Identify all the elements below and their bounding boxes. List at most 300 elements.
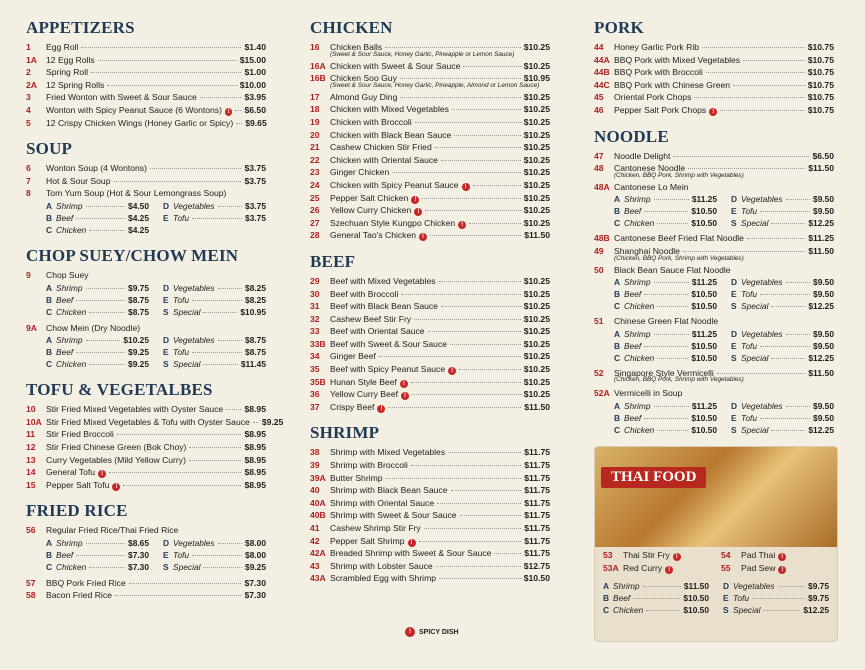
item-description: (Chicken, BBQ Pork, Shrimp with Vegetables) [614, 376, 744, 384]
leader-dots [76, 218, 125, 219]
option-name: Beef [56, 347, 74, 358]
item-price: $11.75 [524, 460, 550, 471]
option-price: $9.50 [813, 328, 834, 339]
leader-dots [192, 300, 242, 301]
chili-icon: ! [673, 553, 681, 561]
option-name: Special [741, 301, 769, 312]
option-letter: B [614, 412, 621, 423]
option-name: Chicken [613, 605, 644, 616]
item-name: Shrimp with Sweet & Sour Sauce [330, 510, 457, 521]
leader-dots [86, 340, 121, 341]
option-name: Vegetables [741, 277, 783, 288]
item-name: Pepper Salt Chicken [330, 192, 409, 203]
section-title: SHRIMP [310, 423, 380, 443]
section-appetizers [26, 18, 266, 129]
item-price: $11.75 [524, 485, 550, 496]
item-number: 36 [310, 389, 320, 400]
option-name: Vegetables [173, 200, 215, 211]
leader-dots [771, 358, 805, 359]
leader-dots [109, 472, 241, 473]
option-price: $8.25 [245, 294, 266, 305]
option-name: Shrimp [56, 200, 83, 211]
option-price: $8.65 [128, 537, 149, 548]
option-letter: D [731, 400, 738, 411]
option-row [731, 217, 834, 229]
item-number: 45 [594, 92, 604, 103]
menu-item [310, 166, 550, 179]
item-name: Cashew Shrimp Stir Fry [330, 523, 421, 533]
chili-icon: ! [665, 566, 673, 574]
leader-dots [436, 566, 521, 567]
column-middle [310, 18, 550, 595]
option-letter: S [731, 424, 737, 435]
item-name: Stir Fried Chinese Green (Bok Choy) [46, 441, 187, 452]
item-price: $10.25 [523, 167, 550, 178]
thai-item [721, 549, 829, 562]
item-price: $3.75 [244, 175, 266, 186]
leader-dots [150, 168, 242, 169]
menu-item [310, 484, 550, 497]
menu-item [26, 441, 266, 454]
option-price: $9.50 [813, 340, 834, 351]
item-number: 14 [26, 467, 36, 478]
item-number: 10 [26, 404, 36, 415]
item-price: $10.25 [523, 313, 550, 324]
option-price: $11.25 [691, 328, 717, 339]
leader-dots [771, 223, 805, 224]
item-number: 38 [310, 447, 320, 458]
item-number: 55 [721, 562, 731, 573]
thai-item [721, 562, 829, 575]
option-row [614, 217, 717, 229]
leader-dots [673, 156, 809, 157]
item-price: $6.50 [244, 104, 266, 115]
item-name: Cantonese Noodle [614, 163, 686, 174]
item-name: Regular Fried Rice/Thai Fried Rice [46, 525, 179, 536]
leader-dots [786, 334, 810, 335]
chili-icon: ! [112, 483, 120, 491]
item-number: 47 [594, 150, 604, 161]
menu-item [310, 350, 550, 363]
option-name: Chicken [624, 424, 655, 435]
option-price: $10.25 [123, 335, 149, 346]
option-row [163, 306, 266, 318]
option-letter: D [163, 335, 170, 346]
option-name: Vegetables [173, 335, 215, 346]
leader-dots [226, 409, 241, 410]
option-row [614, 288, 717, 300]
option-name: Tofu [741, 412, 757, 423]
leader-dots [644, 211, 688, 212]
leader-dots [460, 515, 522, 516]
item-name: Chinese Green Flat Noodle [614, 316, 719, 327]
option-row [614, 300, 717, 312]
option-row [163, 282, 266, 294]
option-name: Chicken [56, 224, 87, 235]
menu-item [310, 129, 550, 142]
item-number: 6 [26, 163, 31, 174]
leader-dots [411, 382, 521, 383]
menu-item [310, 300, 550, 313]
item-number: 43 [310, 560, 320, 571]
leader-dots [86, 543, 126, 544]
item-price: $10.25 [523, 60, 550, 71]
item-number: 48B [594, 233, 610, 244]
leader-dots [425, 210, 520, 211]
option-name: Beef [56, 549, 74, 560]
item-name: Chicken Soo Guy [330, 73, 397, 84]
item-number: 8 [26, 188, 31, 199]
option-letter: C [46, 359, 53, 370]
menu-item [310, 547, 550, 560]
menu-item [310, 275, 550, 288]
leader-dots [654, 282, 689, 283]
item-name: Pepper Salt Tofu [46, 479, 110, 490]
menu-item [26, 524, 266, 537]
leader-dots [89, 230, 125, 231]
option-price: $10.50 [691, 340, 717, 351]
menu-item [310, 229, 550, 242]
item-number: 41 [310, 523, 320, 533]
leader-dots [189, 447, 241, 448]
leader-dots [657, 358, 688, 359]
item-name: Fried Wonton with Sweet & Sour Sauce [46, 92, 197, 103]
option-letter: E [731, 206, 737, 217]
leader-dots [657, 430, 688, 431]
item-number: 28 [310, 230, 320, 241]
option-price: $4.25 [128, 212, 149, 223]
menu-item [310, 204, 550, 217]
menu-item [310, 116, 550, 129]
option-name: Special [173, 306, 201, 317]
section-beef [310, 252, 550, 414]
thai-item [603, 562, 711, 575]
option-name: Vegetables [741, 400, 783, 411]
option-name: Beef [624, 206, 642, 217]
item-name: Breaded Shrimp with Sweet & Sour Sauce [330, 548, 492, 559]
item-price: $10.25 [523, 179, 550, 190]
option-letter: C [614, 301, 621, 312]
item-name: Shrimp with Black Bean Sauce [330, 485, 448, 496]
item-name: Szechuan Style Kungpo Chicken [330, 217, 456, 228]
option-row [614, 328, 717, 340]
option-price: $12.25 [803, 605, 829, 616]
option-row [603, 592, 709, 604]
option-name: Shrimp [624, 194, 651, 205]
option-row [46, 224, 149, 236]
item-name: BBQ Pork with Chinese Green [614, 79, 731, 90]
thai-food-title: THAI FOOD [601, 467, 706, 488]
item-price: $11.50 [524, 230, 550, 241]
leader-dots [192, 218, 242, 219]
option-price: $10.50 [691, 412, 717, 423]
leader-dots [437, 503, 521, 504]
leader-dots [441, 306, 521, 307]
item-price: $10.25 [523, 288, 550, 299]
option-name: Beef [624, 289, 642, 300]
menu-item [310, 325, 550, 338]
item-price: $10.25 [523, 351, 550, 362]
item-price: $10.25 [523, 376, 550, 387]
menu-item [310, 179, 550, 192]
item-name: Chicken with Black Bean Sauce [330, 129, 452, 140]
item-price: $10.25 [523, 104, 550, 115]
section-tofu [26, 380, 284, 491]
thai-food-body [603, 549, 829, 616]
option-letter: A [46, 200, 53, 211]
column-right [594, 18, 834, 642]
leader-dots [114, 181, 242, 182]
item-name: Black Bean Sauce Flat Noodle [614, 264, 731, 275]
item-number: 44B [594, 67, 610, 78]
leader-dots [86, 288, 126, 289]
chili-icon: ! [778, 566, 786, 574]
leader-dots [469, 223, 521, 224]
menu-item [594, 232, 834, 245]
item-number: 40 [310, 485, 320, 496]
item-name: Stir Fried Broccoli [46, 429, 114, 440]
item-number: 57 [26, 577, 36, 588]
item-name: Hot & Sour Soup [46, 175, 111, 186]
option-price: $9.50 [813, 400, 834, 411]
option-letter: D [723, 581, 730, 592]
leader-dots [129, 583, 242, 584]
option-price: $8.75 [245, 347, 266, 358]
leader-dots [743, 60, 805, 61]
leader-dots [786, 406, 810, 407]
leader-dots [760, 346, 810, 347]
option-price: $12.25 [808, 218, 834, 229]
menu-item [310, 103, 550, 116]
option-letter: D [731, 194, 738, 205]
option-row [46, 561, 149, 573]
leader-dots [778, 586, 805, 587]
item-number: 53 [603, 549, 613, 560]
item-name: Chow Mein (Dry Noodle) [46, 322, 141, 333]
option-row [163, 334, 266, 346]
option-letter: A [46, 282, 53, 293]
item-name: Noodle Delight [614, 150, 671, 161]
option-row [46, 549, 149, 561]
leader-dots [218, 288, 242, 289]
item-price: $10.25 [523, 42, 550, 52]
item-number: 39 [310, 460, 320, 471]
chili-icon: ! [419, 233, 427, 241]
option-name: Chicken [56, 306, 87, 317]
item-name: General Tao's Chicken [330, 230, 417, 241]
leader-dots [236, 123, 242, 124]
column-left [26, 18, 284, 612]
option-letter: E [163, 212, 169, 223]
option-letter: C [46, 561, 53, 572]
option-letter: A [614, 194, 621, 205]
menu-item [26, 589, 266, 602]
item-price: $11.50 [808, 245, 834, 256]
item-name: Wonton Soup (4 Wontons) [46, 163, 147, 174]
item-description: (Chicken, BBQ Pork, Shrimp with Vegetables) [614, 171, 744, 179]
item-name: Pad Sew [741, 562, 776, 573]
menu-item [594, 79, 834, 92]
menu-item [26, 403, 266, 416]
item-price: $11.75 [524, 497, 550, 508]
item-number: 11 [26, 429, 36, 440]
leader-dots [771, 430, 805, 431]
menu-item [310, 60, 550, 73]
item-price: $10.00 [239, 79, 266, 90]
menu-item [310, 217, 550, 230]
option-row [163, 358, 266, 370]
item-price: $9.25 [261, 416, 284, 427]
menu-item [594, 150, 834, 163]
chili-icon: ! [405, 627, 415, 637]
option-letter: D [163, 200, 170, 211]
menu-item [310, 154, 550, 167]
menu-item [26, 79, 266, 92]
menu-item [594, 54, 834, 67]
option-row [163, 200, 266, 212]
item-number: 50 [594, 264, 604, 275]
leader-dots [203, 364, 237, 365]
option-name: Tofu [173, 294, 189, 305]
item-number: 40B [310, 510, 326, 521]
leader-dots [428, 331, 521, 332]
leader-dots [200, 97, 242, 98]
option-letter: A [46, 537, 53, 548]
menu-item [26, 454, 266, 467]
option-row [163, 561, 266, 573]
option-row [46, 358, 149, 370]
item-price: $3.75 [244, 163, 266, 174]
item-number: 22 [310, 154, 320, 165]
item-number: 26 [310, 205, 320, 216]
option-name: Shrimp [624, 277, 651, 288]
leader-dots [459, 369, 521, 370]
option-name: Shrimp [56, 537, 83, 548]
item-name: Chicken with Broccoli [330, 116, 412, 127]
item-number: 44A [594, 54, 610, 65]
menu-item [310, 497, 550, 510]
item-price: $8.95 [244, 441, 266, 452]
item-price: $10.25 [523, 301, 550, 312]
item-name: Chicken with Oriental Sauce [330, 154, 438, 165]
option-name: Special [741, 218, 769, 229]
option-price: $7.30 [128, 549, 149, 560]
menu-item [26, 466, 266, 479]
option-name: Shrimp [613, 581, 640, 592]
leader-dots [117, 434, 242, 435]
item-number: 18 [310, 104, 320, 115]
option-name: Chicken [56, 561, 87, 572]
item-price: $8.95 [244, 454, 266, 465]
item-number: 17 [310, 91, 320, 102]
menu-item [310, 192, 550, 205]
leader-dots [760, 418, 810, 419]
option-letter: E [163, 549, 169, 560]
item-name: Singapore Style Vermicelli [614, 367, 714, 378]
option-letter: S [723, 605, 729, 616]
menu-item [310, 313, 550, 326]
item-number: 54 [721, 549, 731, 560]
option-letter: B [614, 340, 621, 351]
option-price: $10.95 [240, 306, 266, 317]
item-name: Pad Thai [741, 549, 776, 560]
leader-dots [192, 555, 242, 556]
option-letter: C [614, 424, 621, 435]
leader-dots [771, 306, 805, 307]
item-number: 15 [26, 479, 36, 490]
section-chicken [310, 18, 550, 242]
leader-dots [218, 340, 242, 341]
option-row [46, 346, 149, 358]
item-price: $7.30 [244, 577, 266, 588]
option-row [163, 212, 266, 224]
item-number: 19 [310, 116, 320, 127]
option-price: $11.25 [691, 277, 717, 288]
item-number: 2A [26, 79, 37, 90]
leader-dots [203, 312, 237, 313]
leader-dots [448, 452, 521, 453]
option-name: Beef [624, 412, 642, 423]
option-row [603, 604, 709, 616]
item-price: $7.30 [244, 590, 266, 601]
item-name: Cashew Beef Stir Fry [330, 313, 412, 324]
item-name: Cantonese Beef Fried Flat Noodle [614, 233, 744, 244]
item-price: $10.25 [523, 364, 550, 375]
option-name: Shrimp [56, 282, 83, 293]
item-price: $10.25 [523, 205, 550, 216]
leader-dots [218, 206, 242, 207]
leader-dots [192, 352, 242, 353]
option-price: $9.75 [808, 593, 829, 604]
option-row [163, 346, 266, 358]
option-price: $9.75 [808, 581, 829, 592]
item-price: $10.95 [523, 73, 550, 84]
item-price: $10.25 [523, 326, 550, 337]
item-number: 29 [310, 275, 320, 286]
menu-item [310, 459, 550, 472]
option-letter: A [614, 277, 621, 288]
leader-dots [633, 598, 680, 599]
option-price: $8.75 [128, 294, 149, 305]
item-name: Vermicelli in Soup [614, 388, 683, 399]
item-name: Shanghai Noodle [614, 245, 680, 256]
leader-dots [415, 122, 521, 123]
option-name: Beef [56, 212, 74, 223]
thai-food-photo [595, 447, 837, 547]
menu-item [594, 91, 834, 104]
option-name: Shrimp [624, 400, 651, 411]
item-price: $11.75 [524, 447, 550, 458]
chili-icon: ! [462, 183, 470, 191]
leader-dots [760, 211, 810, 212]
leader-dots [644, 346, 688, 347]
option-name: Shrimp [56, 335, 83, 346]
leader-dots [450, 344, 521, 345]
option-letter: E [731, 289, 737, 300]
option-row [731, 412, 834, 424]
option-row [46, 537, 149, 549]
option-price: $11.25 [691, 400, 717, 411]
leader-dots [388, 407, 521, 408]
item-name: Spring Roll [46, 67, 89, 78]
item-price: $10.25 [523, 275, 550, 286]
leader-dots [107, 85, 236, 86]
leader-dots [424, 528, 521, 529]
item-number: 12 [26, 441, 36, 452]
leader-dots [657, 306, 688, 307]
item-number: 58 [26, 590, 36, 601]
item-name: 12 Crispy Chicken Wings (Honey Garlic or Spicy) [46, 117, 234, 128]
